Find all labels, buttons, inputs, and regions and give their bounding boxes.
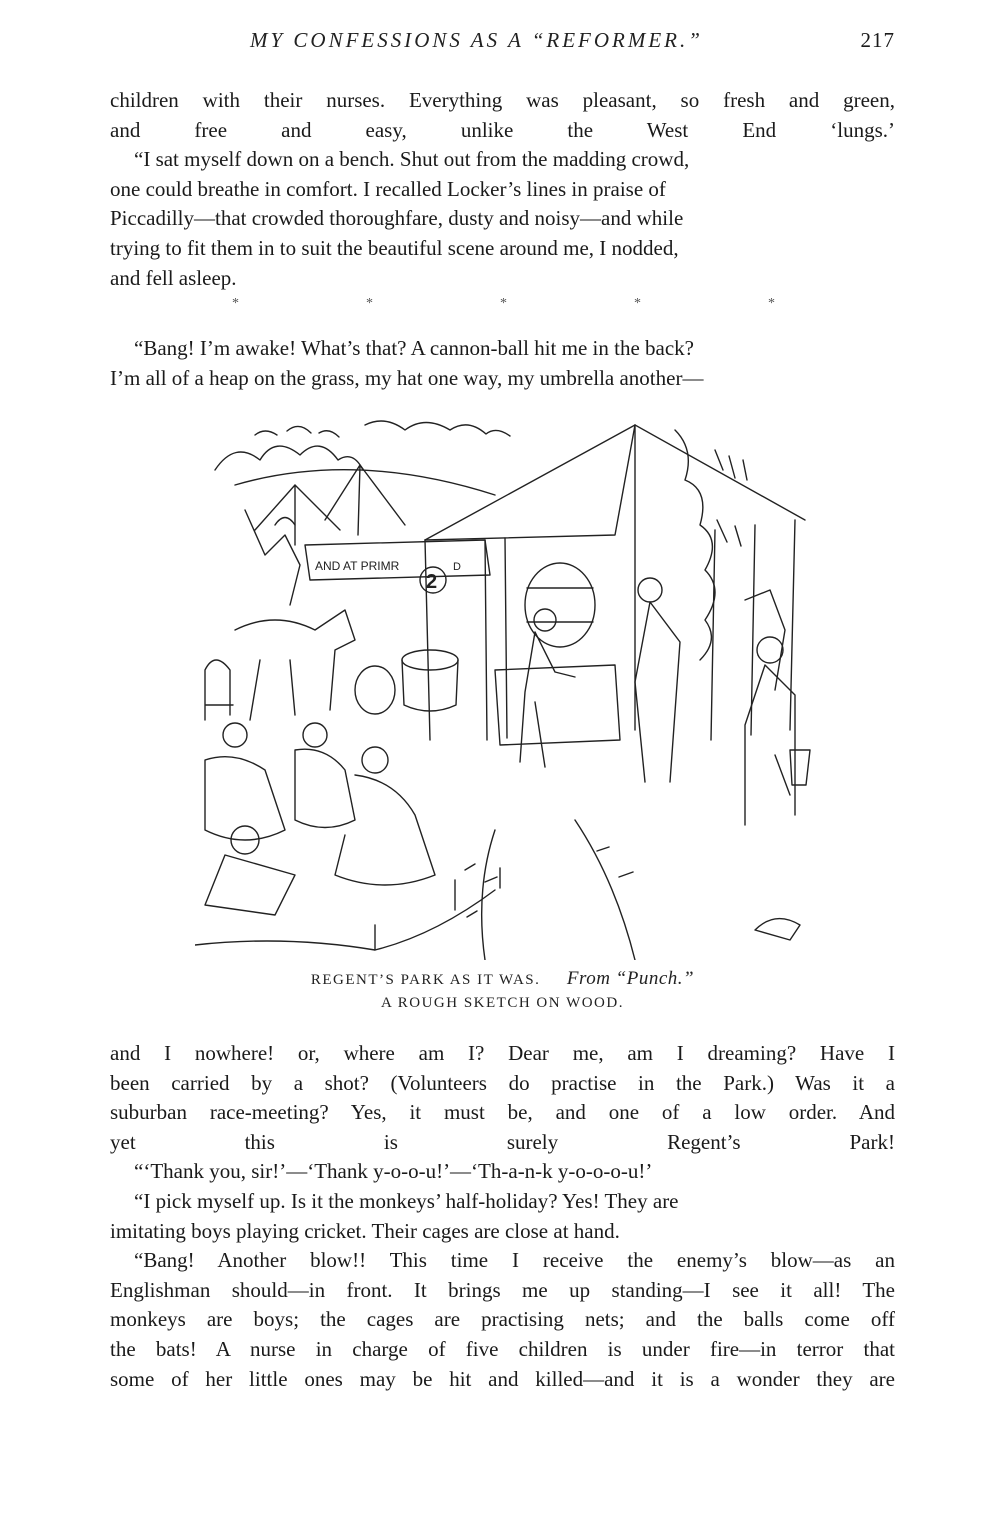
small-barrel [355,666,395,714]
background-tent [255,485,340,545]
running-title: MY CONFESSIONS AS A “REFORMER.” [250,28,703,52]
chair [205,660,233,720]
figure-subcaption: A ROUGH SKETCH ON WOOD. [381,995,624,1011]
figure-head [757,637,783,663]
figure-head [303,723,327,747]
background-tent [325,465,405,535]
foliage-scribble [215,446,363,470]
section-break [110,296,895,316]
text-line: trying to fit them in to suit the beautiful scene around me, I nodded, [110,235,679,260]
text-line: “‘Thank you, sir!’—‘Thank y-o-o-u!’—‘Th-a-n-k y-o-o-o-u!’ [134,1159,653,1184]
sign-number: 2 [426,571,438,593]
figure-group [205,757,285,840]
bottom-text [110,1039,895,1394]
figure-head [362,747,388,773]
sign-text: AND AT PRIMR [315,559,400,573]
washtub [402,650,458,670]
text-line: I’m all of a heap on the grass, my hat one way, my umbrella another— [110,365,704,390]
sign-letter: D [453,561,461,573]
paragraph [110,1157,895,1187]
text-line: monkeys are boys; the cages are practising nets; and the balls come off [110,1307,895,1332]
text-line: the bats! A nurse in charge of five children is under fire—in terror that [110,1336,895,1361]
running-header [110,28,895,62]
figure-head [638,578,662,602]
foliage-scribble [255,426,339,437]
ground-hatch [465,847,633,917]
paragraph [110,1246,895,1394]
figure-body [635,602,680,782]
text-line: “Bang! Another blow!! This time I receive the enemy’s blow—as an [134,1248,895,1273]
middle-text [110,334,895,393]
figure-head [534,609,556,631]
text-line: children with their nurses. Everything was pleasant, so fresh and green, [110,88,895,112]
text-line: “Bang! I’m awake! What’s that? A cannon-ball hit me in the back? [134,336,694,360]
bucket [790,750,810,785]
section-break-mark: * [232,296,239,311]
tent-roof [425,425,805,540]
section-break-mark: * [634,296,641,311]
paragraph [110,145,895,293]
illustration [195,410,815,960]
section-break-mark: * [366,296,373,311]
text-line: and fell asleep. [110,265,237,290]
text-line: some of her little ones may be hit and killed—and it is a wonder they are [110,1366,895,1391]
text-line: one could breathe in comfort. I recalled Locker’s lines in praise of [110,176,666,201]
text-line: Englishman should—in front. It brings me up standing—I see it all! The [110,1277,895,1302]
paragraph [110,334,895,393]
rope-fence [195,890,495,950]
foliage-scribble [715,450,747,546]
figure-group [295,749,355,827]
section-break-mark: * [500,296,507,311]
figure-horse [235,610,355,720]
grass-tuft [755,919,800,940]
tent-pole [790,520,795,730]
page-number: 217 [860,28,895,52]
text-line: Piccadilly—that crowded thoroughfare, dusty and noisy—and while [110,206,684,231]
tent-wall-line [485,525,755,740]
counter [495,665,620,745]
text-line: and I nowhere! or, where am I? Dear me, am I dreaming? Have I [110,1041,895,1065]
illustration-drawing [195,410,815,960]
path-edge [482,820,635,960]
barrel-hoop [527,588,593,622]
caption-source: From “Punch.” [566,968,695,989]
text-line: imitating boys playing cricket. Their cages are close at hand. [110,1218,620,1243]
paragraph [110,1039,895,1157]
text-line: “I sat myself down on a bench. Shut out from the madding crowd, [134,147,690,172]
figure-rider [245,510,300,605]
foliage-scribble [675,430,715,660]
figure-caption [110,968,895,990]
caption-title: REGENT’S PARK AS IT WAS. [310,972,541,988]
paragraph [110,1187,895,1246]
text-line: “I pick myself up. Is it the monkeys’ half-holiday? Yes! They are [134,1188,679,1213]
foliage-scribble [365,421,510,436]
text-line: and free and easy, unlike the West End ‘lungs.’ [110,117,895,142]
bunting-rope [235,470,495,495]
section-break-mark: * [768,296,775,311]
figure-head [223,723,247,747]
top-text [110,86,895,293]
text-line: been carried by a shot? (Volunteers do practise in the Park.) Was it a [110,1070,895,1095]
paragraph [110,86,895,145]
text-line: yet this is surely Regent’s Park! [110,1129,895,1154]
figure-group [205,855,295,915]
figure-body [520,632,575,767]
text-line: suburban race-meeting? Yes, it must be, and one of a low order. And [110,1100,895,1125]
